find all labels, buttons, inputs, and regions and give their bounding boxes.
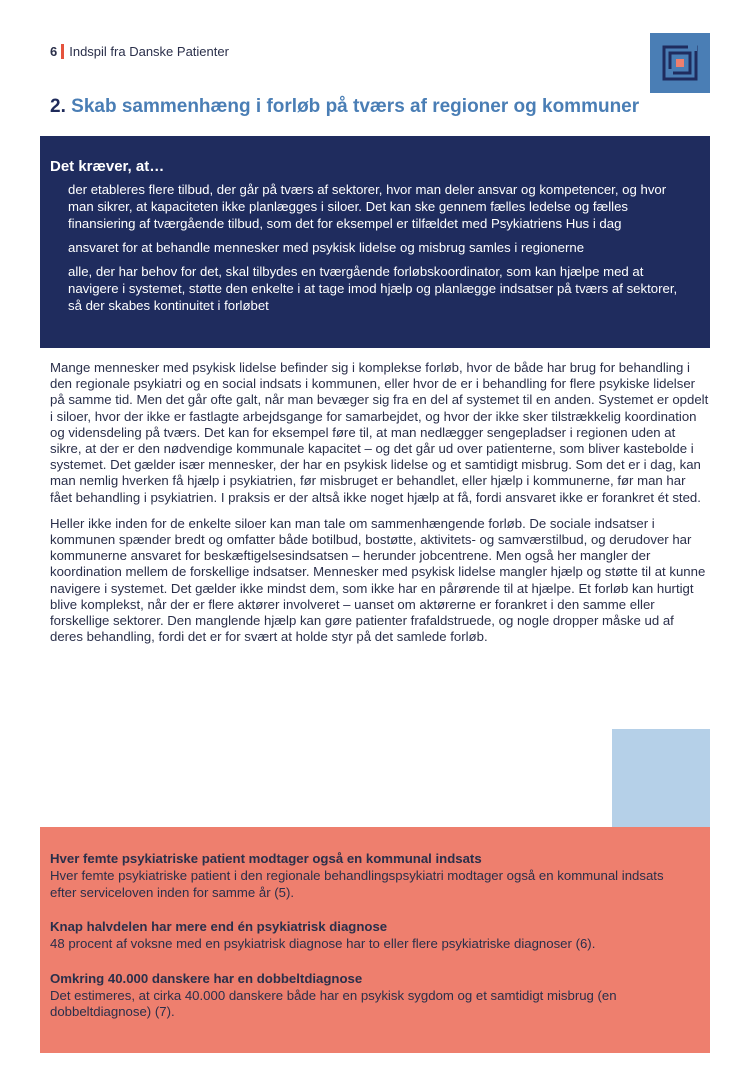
section-title-text: Skab sammenhæng i forløb på tværs af regioner og kommuner	[71, 96, 640, 117]
body-paragraph: Mange mennesker med psykisk lidelse befinder sig i komplekse forløb, hvor de både har brug for behandling i den regionale psykiatri og en social indsats i kommunen, eller hvor de er i behandling for flere psykiske lidelser på samme tid. Men det går ofte galt, når man bevæger sig fra en del af systemet til en anden. Systemet er opdelt i siloer, hvor der ikke er fastlagte arbejdsgange for samarbejdet, og hvor der ikke sker tilstrækkelig koordination og vidensdeling på tværs. Det kan for eksempel føre til, at man nedlægger sengepladser i regionen uden at sikre, at der er den nødvendige kommunale kapacitet – og det går ud over patienterne, som bliver kastebolde i systemet. Det gælder især mennesker, der har en psykisk lidelse og et samtidigt misbrug. Som det er i dag, kan man nemlig hverken få hjælp i psykiatrien, før misbruget er behandlet, eller hjælp i kommunerne, før man har fået behandling i psykiatrien. I praksis er der altså ikke noget hjælp at få, fordi ansvaret ikke er forankret ét sted.	[50, 360, 709, 505]
section-number: 2.	[50, 96, 66, 117]
page-number: 6	[50, 44, 58, 59]
page-header	[50, 44, 229, 59]
requirements-box	[40, 136, 710, 348]
decorative-square	[612, 729, 710, 827]
facts-box	[40, 827, 710, 1053]
fact-text: 48 procent af voksne med en psykiatrisk diagnose har to eller flere psykiatriske diagnoser (6).	[50, 936, 596, 951]
fact-heading: Knap halvdelen har mere end én psykiatrisk diagnose	[50, 919, 388, 934]
requirement-item: ansvaret for at behandle mennesker med psykisk lidelse og misbrug samles i regionerne	[68, 240, 585, 255]
header-title: Indspil fra Danske Patienter	[69, 44, 229, 59]
body-paragraph: Heller ikke inden for de enkelte siloer kan man tale om sammenhængende forløb. De sociale indsatser i kommunen spænder bredt og omfatter både botilbud, bostøtte, aktivitets- og samværstilbud, og derudover har kommunerne ansvaret for beskæftigelsesindsatsen – herunder jobcentrene. Men også her mangler der koordination mellem de forskellige indsatser. Mennesker med psykisk lidelse mangler hjælp og støtte til at kunne navigere i systemet. Det gælder ikke mindst dem, som ikke har en pårørende til at hjælpe. Et forløb kan hurtigt blive komplekst, når der er flere aktører involveret – uanset om aktørerne er forankret i den samme eller forskellige sektorer. Den manglende hjælp kan gøre patienter frafaldstruede, og nogle dropper måske ud af deres behandling, fordi det er for svært at holde styr på det samlede forløb.	[50, 515, 706, 645]
maze-logo-icon	[650, 33, 710, 93]
fact-heading: Hver femte psykiatriske patient modtager også en kommunal indsats	[50, 851, 482, 866]
requirement-item: alle, der har behov for det, skal tilbydes en tværgående forløbskoordinator, som kan hjælpe med at navigere i systemet, støtte den enkelte i at tage imod hjælp og planlægge indsatser på tværs af sektorer, så der skabes kontinuitet i forløbet	[68, 264, 678, 313]
body-text	[50, 360, 710, 655]
requirement-item: der etableres flere tilbud, der går på tværs af sektorer, hvor man deler ansvar og kompetencer, og hvor man sikrer, at kapaciteten ikke planlægges i siloer. Det kan ske gennem fælles ledelse og fælles finansiering af tværgående tilbud, som det for eksempel er tilfældet med Psykiatriens Hus i dag	[68, 182, 667, 231]
fact-text: Hver femte psykiatriske patient i den regionale behandlingspsykiatri modtager også en kommunal indsats efter serviceloven inden for samme år (5).	[50, 868, 664, 900]
fact-item	[50, 919, 690, 953]
fact-item	[50, 971, 690, 1021]
fact-item	[50, 851, 690, 901]
requirements-heading: Det kræver, at…	[50, 158, 165, 175]
section-title	[50, 96, 710, 118]
fact-heading: Omkring 40.000 danskere har en dobbeltdiagnose	[50, 970, 363, 986]
header-divider	[61, 44, 64, 59]
fact-text: Det estimeres, at cirka 40.000 danskere både har en psykisk sygdom og et samtidigt misbrug (en dobbeltdiagnose) (7).	[50, 987, 617, 1019]
